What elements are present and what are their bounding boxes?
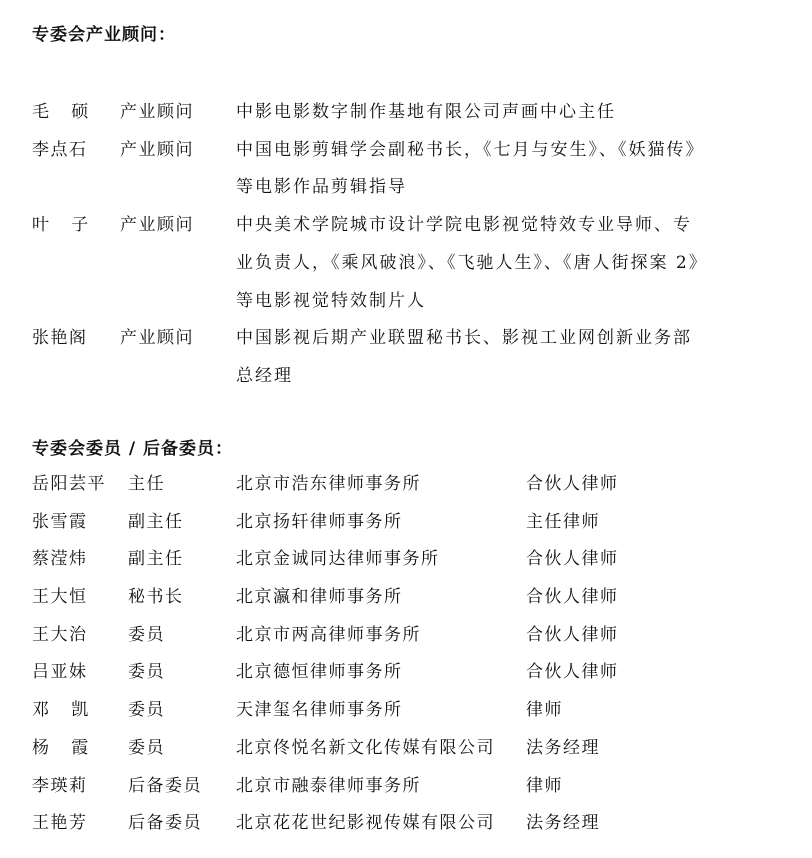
member-organization: 北京瀛和律师事务所: [236, 587, 403, 608]
member-organization: 北京德恒律师事务所: [236, 662, 403, 683]
member-title: 合伙人律师: [526, 662, 619, 683]
advisor-name: 叶 子: [32, 215, 90, 236]
advisor-entry: [0, 207, 812, 320]
member-name: 王艳芳: [32, 813, 88, 834]
member-row: [0, 654, 812, 692]
member-title: 律师: [526, 775, 563, 796]
member-row: [0, 579, 812, 617]
member-name: 岳阳芸平: [32, 474, 106, 494]
advisor-role: 产业顾问: [120, 328, 194, 349]
member-list: [0, 466, 812, 843]
member-organization: 北京市浩东律师事务所: [236, 474, 421, 494]
advisor-name: 李点石: [32, 139, 88, 160]
member-row: [0, 692, 812, 730]
member-title: 合伙人律师: [526, 587, 619, 608]
member-organization: 北京市融泰律师事务所: [236, 775, 421, 796]
advisor-description: [236, 132, 716, 207]
advisor-entry: [0, 132, 812, 207]
member-name: 邓 凯: [32, 700, 90, 721]
advisor-name: 毛 硕: [32, 102, 90, 122]
advisor-description-line: 等电影作品剪辑指导: [236, 177, 407, 198]
member-title: 主任律师: [526, 511, 600, 532]
advisor-description: [236, 94, 716, 132]
member-title: 法务经理: [526, 737, 600, 758]
section-heading-advisors: 专委会产业顾问：: [32, 25, 176, 45]
member-title: 合伙人律师: [526, 474, 619, 494]
member-name: 吕亚妹: [32, 662, 88, 683]
member-name: 张雪霞: [32, 511, 88, 532]
member-role: 后备委员: [128, 775, 202, 796]
member-organization: 北京扬轩律师事务所: [236, 511, 403, 532]
advisor-description-line: 等电影视觉特效制片人: [236, 290, 426, 311]
advisor-description-line: 总经理: [236, 365, 293, 386]
advisor-role: 产业顾问: [120, 215, 194, 236]
member-title: 合伙人律师: [526, 624, 619, 645]
member-role: 主任: [128, 474, 165, 494]
member-name: 蔡滢炜: [32, 549, 88, 570]
advisor-entry: [0, 94, 812, 132]
member-name: 杨 霞: [32, 737, 90, 758]
member-title: 合伙人律师: [526, 549, 619, 570]
member-organization: 北京佟悦名新文化传媒有限公司: [236, 737, 495, 758]
advisor-entry: [0, 320, 812, 395]
member-row: [0, 541, 812, 579]
advisor-description: [236, 320, 716, 395]
advisor-description: [236, 207, 716, 320]
section-heading-members: 专委会委员 / 后备委员：: [32, 439, 234, 459]
advisor-list: [0, 94, 812, 396]
member-organization: 天津玺名律师事务所: [236, 700, 403, 721]
member-row: [0, 466, 812, 504]
member-role: 委员: [128, 624, 165, 645]
member-role: 委员: [128, 662, 165, 683]
member-row: [0, 805, 812, 843]
member-role: 委员: [128, 737, 165, 758]
member-row: [0, 768, 812, 806]
advisor-description-line: 中国影视后期产业联盟秘书长、影视工业网创新业务部: [236, 328, 692, 349]
member-role: 秘书长: [128, 587, 184, 608]
member-row: [0, 617, 812, 655]
member-name: 王大恒: [32, 587, 88, 608]
advisor-description-line: 业负责人，《乘风破浪》、《飞驰人生》、《唐人街探案 2》: [236, 252, 708, 273]
advisor-description-line: 中国电影剪辑学会副秘书长，《七月与安生》、《妖猫传》: [236, 139, 705, 160]
member-role: 后备委员: [128, 813, 202, 834]
member-title: 法务经理: [526, 813, 600, 834]
member-row: [0, 504, 812, 542]
advisor-role: 产业顾问: [120, 139, 194, 160]
advisor-description-line: 中影电影数字制作基地有限公司声画中心主任: [236, 102, 616, 122]
member-organization: 北京市两高律师事务所: [236, 624, 421, 645]
member-title: 律师: [526, 700, 563, 721]
advisor-role: 产业顾问: [120, 102, 194, 122]
advisor-name: 张艳阁: [32, 328, 88, 349]
member-name: 王大治: [32, 624, 88, 645]
member-role: 副主任: [128, 511, 184, 532]
member-organization: 北京花花世纪影视传媒有限公司: [236, 813, 495, 834]
member-role: 副主任: [128, 549, 184, 570]
member-role: 委员: [128, 700, 165, 721]
member-name: 李瑛莉: [32, 775, 88, 796]
advisor-description-line: 中央美术学院城市设计学院电影视觉特效专业导师、专: [236, 215, 692, 236]
member-organization: 北京金诚同达律师事务所: [236, 549, 440, 570]
member-row: [0, 730, 812, 768]
